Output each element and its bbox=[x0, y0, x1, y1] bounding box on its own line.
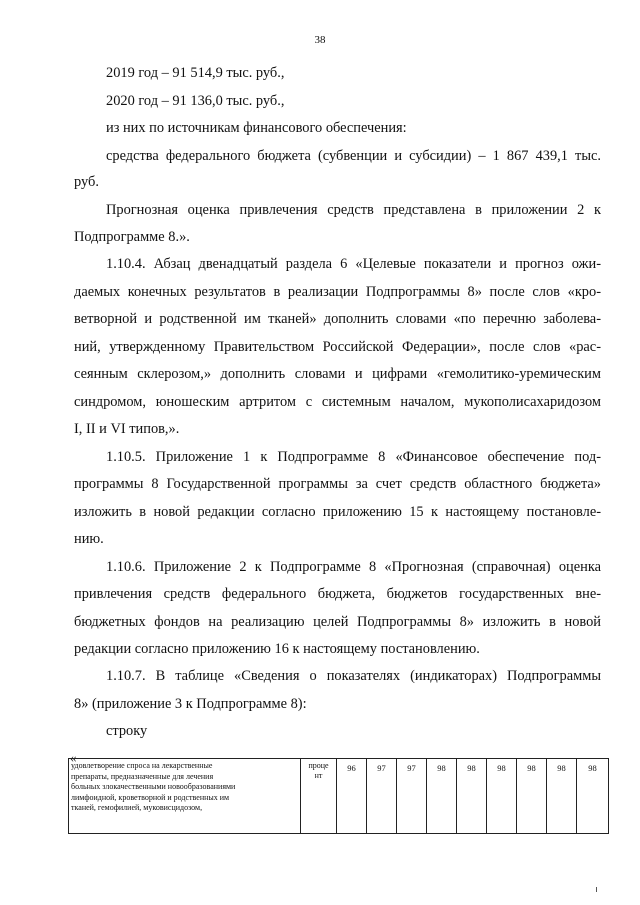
paragraph-1-10-5-line-3: изложить в новой редакции согласно приложению 15 к настоящему постановле- bbox=[74, 504, 601, 520]
value-cell: 98 bbox=[457, 759, 487, 834]
indicator-name-line: лимфоидной, кроветворной и родственных им bbox=[71, 792, 230, 802]
unit-cell bbox=[301, 759, 337, 834]
text-line-2020: 2020 год – 91 136,0 тыс. руб., bbox=[106, 93, 285, 109]
indicator-name-line: удовлетворение спроса на лекарственные bbox=[71, 761, 213, 770]
unit-line: проце bbox=[308, 761, 329, 770]
paragraph-1-10-5-line-1: 1.10.5. Приложение 1 к Подпрограмме 8 «Финансовое обеспечение под- bbox=[106, 449, 601, 465]
paragraph-1-10-4-line-6: синдромом, юношеским артритом с системным началом, мукополисахаридозом bbox=[74, 394, 601, 410]
paragraph-1-10-4-line-3: ветворной и родственной им тканей» дополнить словами «по перечню заболева- bbox=[74, 311, 601, 327]
indicator-name-cell bbox=[69, 759, 301, 834]
scan-mark bbox=[596, 887, 597, 892]
paragraph-1-10-7-line-2: 8» (приложение 3 к Подпрограмме 8): bbox=[74, 696, 307, 712]
value-cell: 97 bbox=[397, 759, 427, 834]
page-number: 38 bbox=[314, 34, 326, 46]
opening-quote: « bbox=[70, 750, 77, 765]
indicator-name-line: больных злокачественными новообразованиями bbox=[71, 782, 236, 791]
table-row bbox=[69, 759, 609, 834]
paragraph-1-10-4-line-7: I, II и VI типов,». bbox=[74, 421, 180, 437]
text-line-forecast: Прогнозная оценка привлечения средств представлена в приложении 2 к bbox=[106, 202, 601, 218]
paragraph-1-10-5-line-4: нию. bbox=[74, 531, 104, 547]
paragraph-1-10-6-line-4: редакции согласно приложению 16 к настоящему постановлению. bbox=[74, 641, 480, 657]
text-line-federal: средства федерального бюджета (субвенции и субсидии) – 1 867 439,1 тыс. bbox=[106, 148, 601, 164]
paragraph-1-10-5-line-2: программы 8 Государственной программы за счет средств областного бюджета» bbox=[74, 476, 601, 492]
value-cell: 96 bbox=[337, 759, 367, 834]
paragraph-1-10-4-line-4: ний, утвержденному Правительством Российской Федерации», после слов «рас- bbox=[74, 339, 601, 355]
indicator-name-line: тканей, гемофилией, муковисцидозом, bbox=[71, 803, 203, 812]
value-cell: 97 bbox=[367, 759, 397, 834]
text-line-rub: руб. bbox=[74, 174, 99, 190]
value-cell: 98 bbox=[547, 759, 577, 834]
value-cell: 98 bbox=[517, 759, 547, 834]
indicator-name-line: препараты, предназначенные для лечения bbox=[71, 771, 214, 781]
value-cell: 98 bbox=[577, 759, 609, 834]
paragraph-1-10-4-line-2: даемых конечных результатов в реализации Подпрограммы 8» после слов «кро- bbox=[74, 284, 601, 300]
text-line-sources: из них по источникам финансового обеспечения: bbox=[106, 120, 407, 136]
paragraph-1-10-4-line-1: 1.10.4. Абзац двенадцатый раздела 6 «Целевые показатели и прогноз ожи- bbox=[106, 256, 601, 272]
text-line-forecast-end: Подпрограмме 8.». bbox=[74, 229, 190, 245]
paragraph-1-10-4-line-5: сеянным склерозом,» дополнить словами и цифрами «гемолитико-уремическим bbox=[74, 366, 601, 382]
value-cell: 98 bbox=[487, 759, 517, 834]
text-line-2019: 2019 год – 91 514,9 тыс. руб., bbox=[106, 65, 285, 81]
text-line-stroku: строку bbox=[106, 723, 148, 739]
unit-line: нт bbox=[314, 771, 323, 780]
paragraph-1-10-7-line-1: 1.10.7. В таблице «Сведения о показателях (индикаторах) Подпрограммы bbox=[106, 668, 601, 684]
paragraph-1-10-6-line-1: 1.10.6. Приложение 2 к Подпрограмме 8 «Прогнозная (справочная) оценка bbox=[106, 559, 601, 575]
value-cell: 98 bbox=[427, 759, 457, 834]
paragraph-1-10-6-line-3: бюджетных фондов на реализацию целей Подпрограммы 8» изложить в новой bbox=[74, 614, 601, 630]
indicator-table bbox=[68, 758, 609, 834]
paragraph-1-10-6-line-2: привлечения средств федерального бюджета, бюджетов государственных вне- bbox=[74, 586, 601, 602]
